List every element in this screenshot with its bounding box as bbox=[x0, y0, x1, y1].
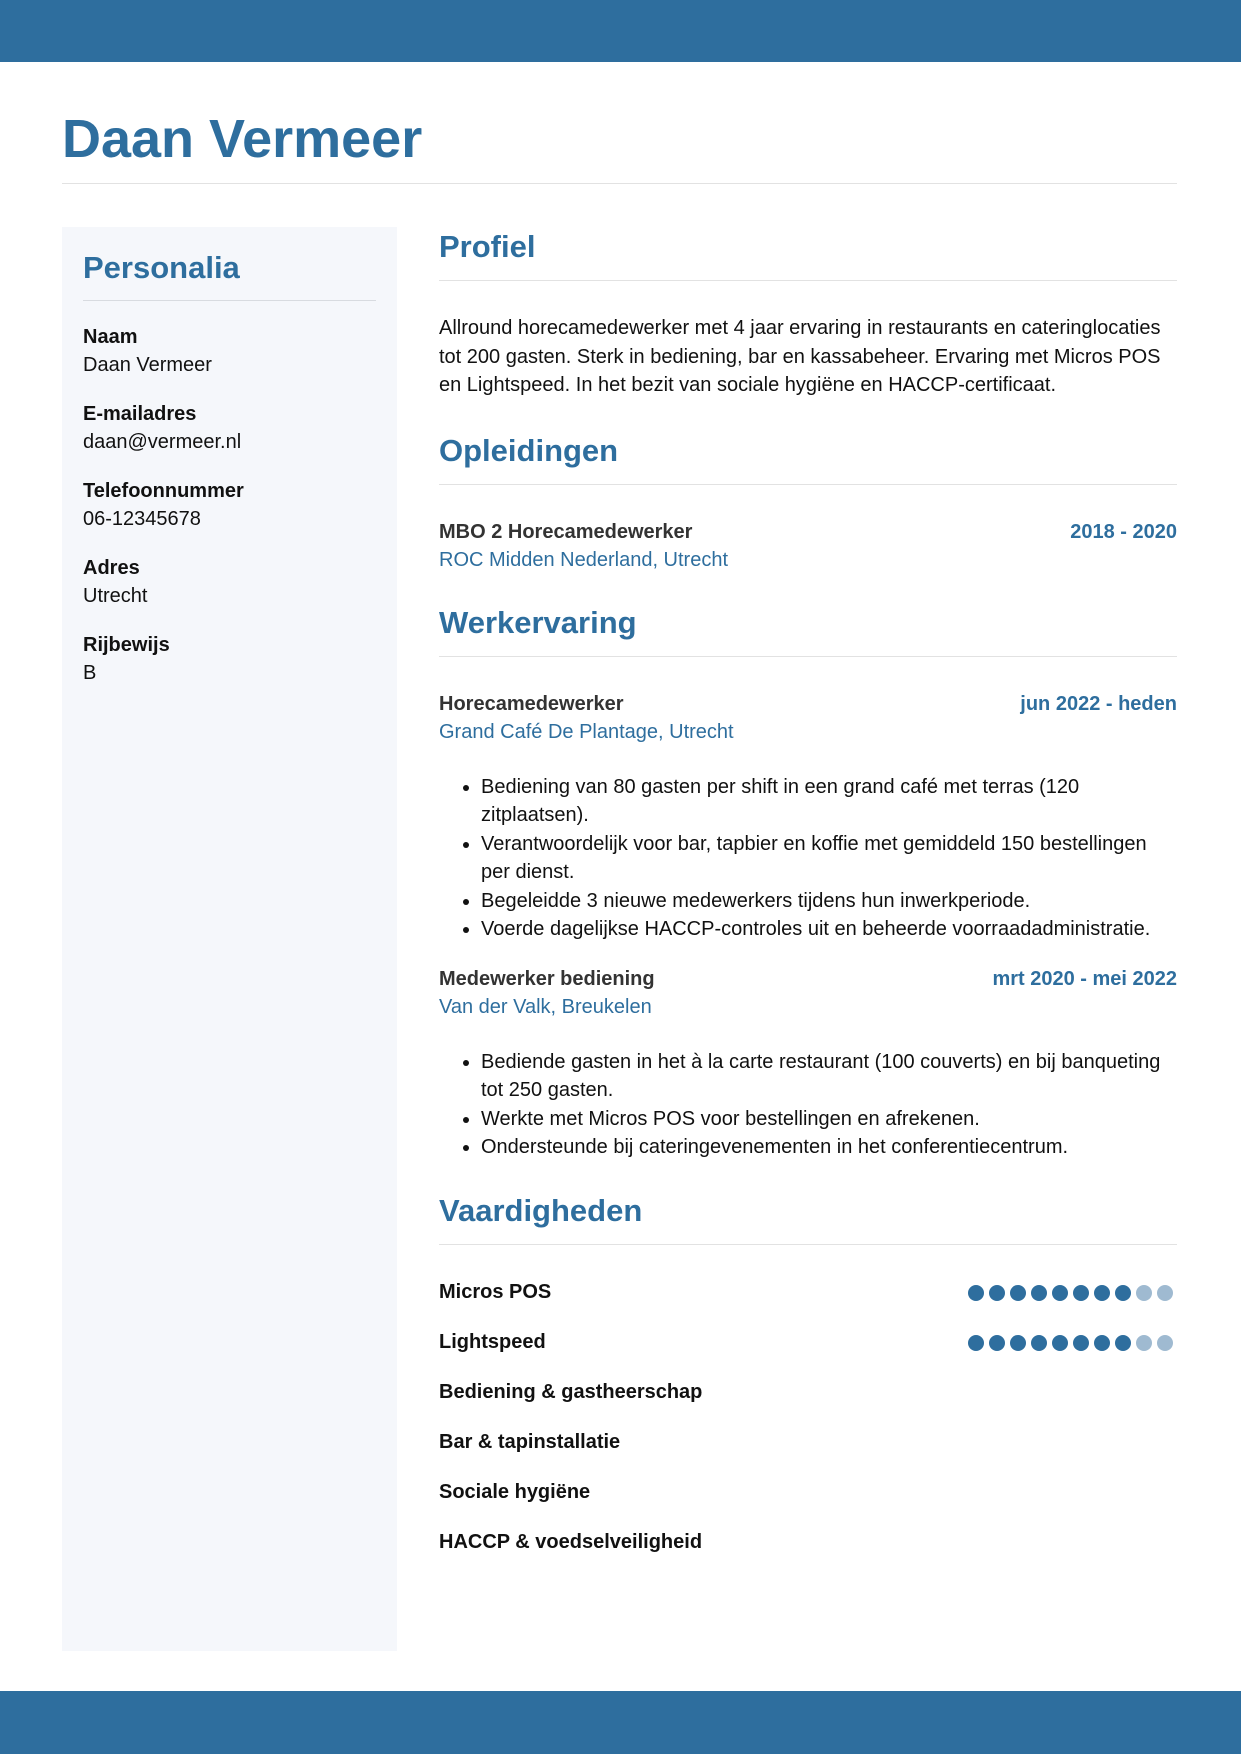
top-banner bbox=[0, 0, 1241, 62]
skill-name: Sociale hygiëne bbox=[439, 1481, 591, 1503]
field-naam bbox=[83, 323, 376, 379]
field-telefoon bbox=[83, 477, 376, 533]
field-rijbewijs bbox=[83, 631, 376, 687]
skill-name: Bar & tapinstallatie bbox=[439, 1431, 621, 1453]
section-werkervaring bbox=[439, 601, 1177, 1162]
rating-dot-filled bbox=[989, 1335, 1005, 1351]
bottom-banner bbox=[0, 1691, 1241, 1754]
education-entry bbox=[439, 518, 1177, 574]
rating-dot-empty bbox=[1157, 1335, 1173, 1351]
section-divider bbox=[439, 1244, 1177, 1245]
job-bullets bbox=[439, 1048, 1177, 1162]
entry-date: jun 2022 - heden bbox=[1020, 692, 1177, 715]
rating-dot-filled bbox=[1073, 1335, 1089, 1351]
skill-row bbox=[439, 1478, 1177, 1508]
skill-name: HACCP & voedselveiligheid bbox=[439, 1531, 703, 1553]
rating-dot-empty bbox=[1136, 1335, 1152, 1351]
skill-row bbox=[439, 1278, 1177, 1308]
sidebar-personalia bbox=[62, 227, 397, 1651]
rating-dot-filled bbox=[1115, 1285, 1131, 1301]
entry-header bbox=[439, 690, 1177, 718]
section-divider bbox=[439, 280, 1177, 281]
rating-dot-filled bbox=[1115, 1335, 1131, 1351]
job-entry bbox=[439, 690, 1177, 944]
section-opleidingen bbox=[439, 429, 1177, 574]
list-item: • Bediende gasten in het à la carte restaurant (100 couverts) en bij banqueting tot 250 gasten. bbox=[481, 1048, 1177, 1105]
section-title: Opleidingen bbox=[439, 432, 619, 468]
page-title: Daan Vermeer bbox=[62, 109, 423, 169]
rating-dot-filled bbox=[1094, 1285, 1110, 1301]
list-item: • Bediening van 80 gasten per shift in een grand café met terras (120 zitplaatsen). bbox=[481, 773, 1177, 830]
field-email bbox=[83, 400, 376, 456]
entry-date: 2018 - 2020 bbox=[1070, 520, 1177, 543]
rating-dot-filled bbox=[1010, 1335, 1026, 1351]
section-vaardigheden bbox=[439, 1189, 1177, 1558]
list-item: • Verantwoordelijk voor bar, tapbier en koffie met gemiddeld 150 bestellingen per dienst. bbox=[481, 830, 1177, 887]
field-label: E-mailadres bbox=[83, 403, 197, 425]
list-item: • Werkte met Micros POS voor bestellingen en afrekenen. bbox=[481, 1105, 1177, 1134]
section-title: Vaardigheden bbox=[439, 1192, 643, 1228]
rating-dot-filled bbox=[989, 1285, 1005, 1301]
entry-header bbox=[439, 518, 1177, 546]
rating-dot-filled bbox=[968, 1335, 984, 1351]
field-value: B bbox=[83, 662, 97, 684]
field-label: Rijbewijs bbox=[83, 634, 170, 656]
sidebar-title: Personalia bbox=[83, 250, 240, 285]
field-label: Adres bbox=[83, 557, 140, 579]
field-adres bbox=[83, 554, 376, 610]
section-title: Profiel bbox=[439, 229, 536, 264]
field-value: 06-12345678 bbox=[83, 508, 201, 530]
job-entry bbox=[439, 965, 1177, 1162]
field-value: daan@vermeer.nl bbox=[83, 431, 242, 453]
field-value: Daan Vermeer bbox=[83, 354, 212, 376]
skill-row bbox=[439, 1528, 1177, 1558]
main-content bbox=[439, 225, 1177, 1578]
entry-title: Medewerker bediening bbox=[439, 967, 655, 990]
skill-row bbox=[439, 1378, 1177, 1408]
section-title: Werkervaring bbox=[439, 604, 637, 640]
list-item: • Begeleidde 3 nieuwe medewerkers tijdens hun inwerkperiode. bbox=[481, 887, 1177, 916]
field-value: Utrecht bbox=[83, 585, 148, 607]
entry-header bbox=[439, 965, 1177, 993]
rating-dot-filled bbox=[1010, 1285, 1026, 1301]
rating-dot-filled bbox=[1031, 1335, 1047, 1351]
entry-employer: Grand Café De Plantage, Utrecht bbox=[439, 720, 734, 743]
title-divider bbox=[62, 183, 1177, 184]
profile-text: Allround horecamedewerker met 4 jaar ervaring in restaurants en cateringlocaties tot 200 gasten. Sterk in bediening, bar en kassabeheer. Ervaring met Micros POS en Lightspeed. In het bezit van sociale hygiëne en HACCP-certificaat. bbox=[439, 317, 1161, 396]
skill-row bbox=[439, 1328, 1177, 1358]
skills-list bbox=[439, 1278, 1177, 1558]
section-profiel bbox=[439, 225, 1177, 400]
field-label: Naam bbox=[83, 326, 138, 348]
skill-name: Micros POS bbox=[439, 1281, 552, 1303]
entry-date: mrt 2020 - mei 2022 bbox=[992, 967, 1177, 990]
skill-rating bbox=[968, 1285, 1177, 1301]
list-item: • Ondersteunde bij cateringevenementen in het conferentiecentrum. bbox=[481, 1133, 1177, 1162]
section-divider bbox=[439, 484, 1177, 485]
rating-dot-filled bbox=[1094, 1335, 1110, 1351]
sidebar-divider bbox=[83, 300, 376, 301]
rating-dot-filled bbox=[1073, 1285, 1089, 1301]
rating-dot-empty bbox=[1157, 1285, 1173, 1301]
section-divider bbox=[439, 656, 1177, 657]
skill-name: Bediening & gastheerschap bbox=[439, 1381, 703, 1403]
list-item: • Voerde dagelijkse HACCP-controles uit en beheerde voorraadadministratie. bbox=[481, 915, 1177, 944]
rating-dot-filled bbox=[1052, 1335, 1068, 1351]
skill-rating bbox=[968, 1335, 1177, 1351]
entry-title: MBO 2 Horecamedewerker bbox=[439, 520, 693, 543]
entry-institution: ROC Midden Nederland, Utrecht bbox=[439, 548, 729, 571]
skill-name: Lightspeed bbox=[439, 1331, 546, 1353]
skill-row bbox=[439, 1428, 1177, 1458]
rating-dot-filled bbox=[968, 1285, 984, 1301]
field-label: Telefoonnummer bbox=[83, 480, 244, 502]
rating-dot-filled bbox=[1052, 1285, 1068, 1301]
entry-employer: Van der Valk, Breukelen bbox=[439, 995, 652, 1018]
rating-dot-filled bbox=[1031, 1285, 1047, 1301]
entry-title: Horecamedewerker bbox=[439, 692, 624, 715]
job-bullets bbox=[439, 773, 1177, 944]
rating-dot-empty bbox=[1136, 1285, 1152, 1301]
